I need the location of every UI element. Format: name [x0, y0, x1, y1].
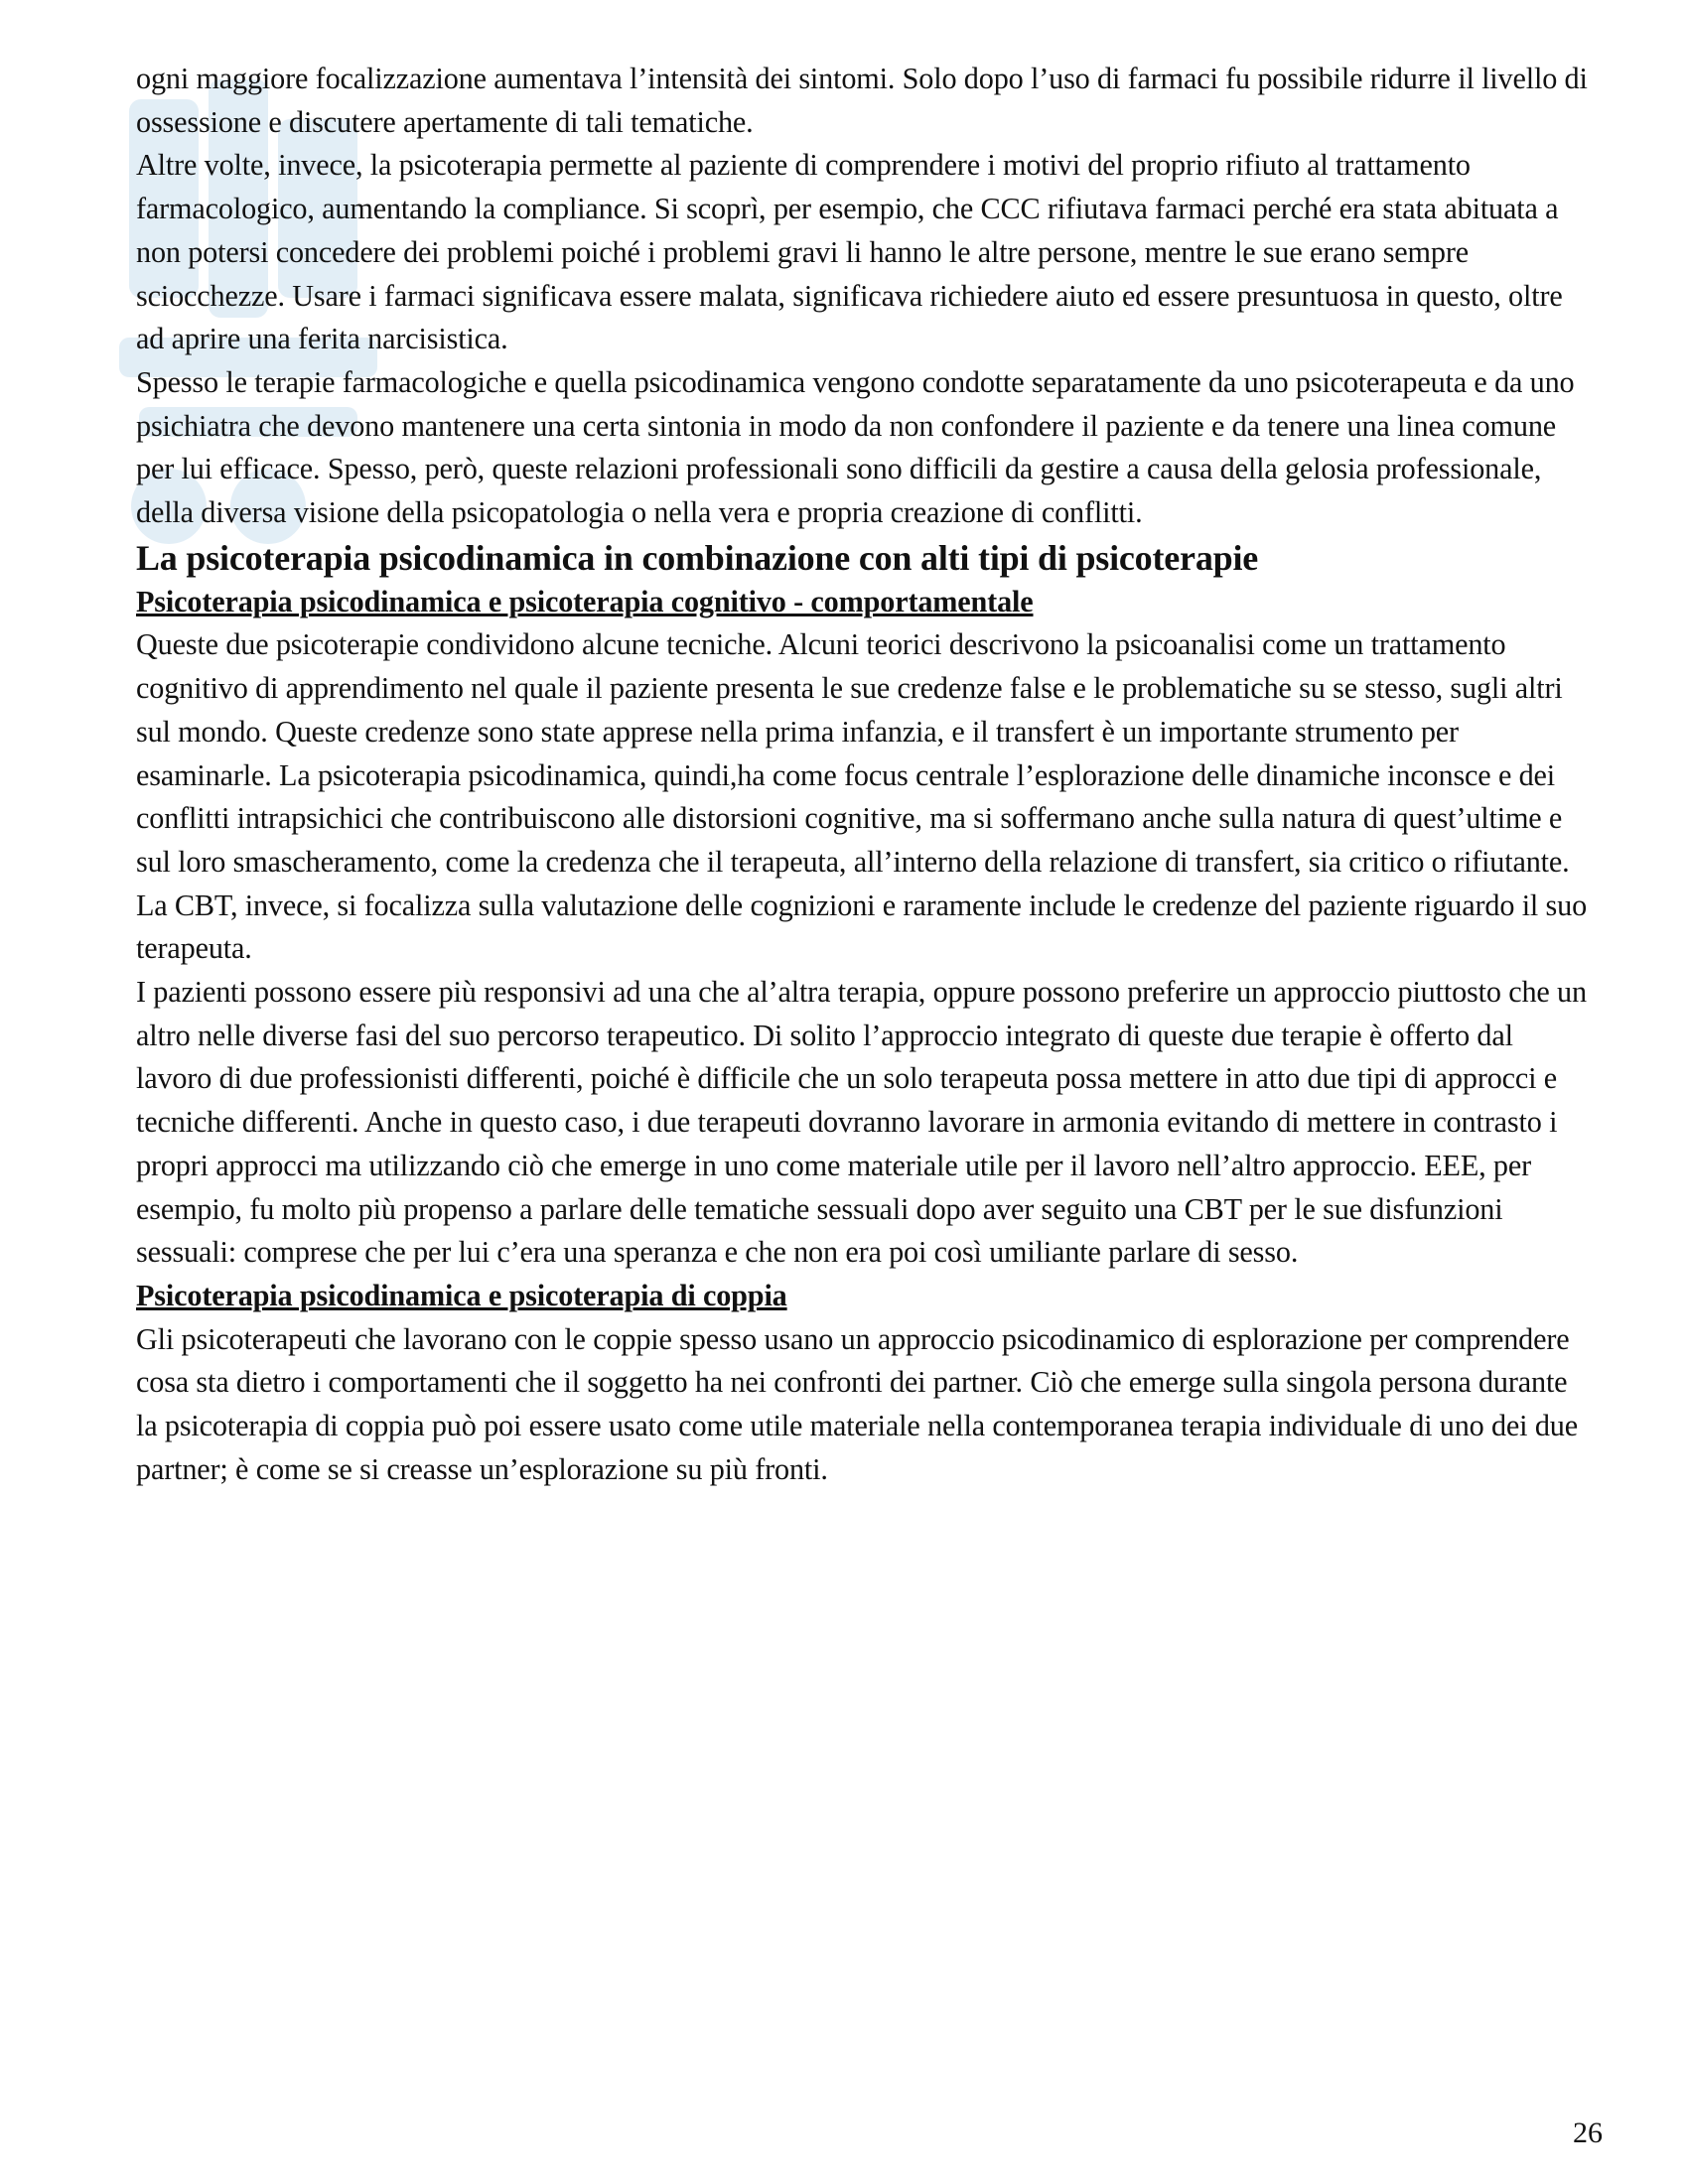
paragraph-cbt-1: Queste due psicoterapie condividono alcune tecniche. Alcuni teorici descrivono la psicoanalisi come un trattamento cognitivo di apprendimento nel quale il paziente presenta le sue credenze false e le problematiche su se stesso, sugli altri sul mondo. Queste credenze sono state apprese nella prima infanzia, e il transfert è un importante strumento per esaminarle. La psicoterapia psicodinamica, quindi,ha come focus centrale l’esplorazione delle dinamiche inconsce e dei conflitti intrapsichici che contribuiscono alle distorsioni cognitive, ma si soffermano anche sulla natura di quest’ultime e sul loro smascheramento, come la credenza che il terapeuta, all’interno della relazione di transfert, sia critico o rifiutante. La CBT, invece, si focalizza sulla valutazione delle cognizioni e raramente include le credenze del paziente riguardo il suo terapeuta.: [136, 627, 1588, 966]
paragraph-intro-1: ogni maggiore focalizzazione aumentava l’intensità dei sintomi. Solo dopo l’uso di farmaci fu possibile ridurre il livello di ossessione e discutere apertamente di tali tematiche.: [136, 62, 1588, 139]
paragraph-intro-3: Spesso le terapie farmacologiche e quella psicodinamica vengono condotte separatamente da uno psicoterapeuta e da uno psichiatra che devono mantenere una certa sintonia in modo da non confondere il paziente e da tenere una linea comune per lui efficace. Spesso, però, queste relazioni professionali sono difficili da gestire a causa della gelosia professionale, della diversa visione della psicopatologia o nella vera e propria creazione di conflitti.: [136, 364, 1575, 530]
paragraph-cbt-2: I pazienti possono essere più responsivi ad una che al’altra terapia, oppure possono preferire un approccio piuttosto che un altro nelle diverse fasi del suo percorso terapeutico. Di solito l’approccio integrato di queste due terapie è offerto dal lavoro di due professionisti differenti, poiché è difficile che un solo terapeuta possa mettere in atto due tipi di approcci e tecniche differenti. Anche in questo caso, i due terapeuti dovranno lavorare in armonia evitando di mettere in contrasto i propri approcci ma utilizzando ciò che emerge in uno come materiale utile per il lavoro nell’altro approccio. EEE, per esempio, fu molto più propenso a parlare delle tematiche sessuali dopo aver seguito una CBT per le sue disfunzioni sessuali: comprese che per lui c’era una speranza e che non era poi così umiliante parlare di sesso.: [136, 975, 1587, 1270]
subsection-title-couple: Psicoterapia psicodinamica e psicoterapia di coppia: [136, 1278, 787, 1312]
document-page: [136, 58, 1596, 1492]
section-title: La psicoterapia psicodinamica in combinazione con alti tipi di psicoterapie: [136, 537, 1259, 578]
subsection-title-cbt: Psicoterapia psicodinamica e psicoterapia cognitivo - comportamentale: [136, 584, 1034, 618]
paragraph-intro-2: Altre volte, invece, la psicoterapia permette al paziente di comprendere i motivi del proprio rifiuto al trattamento farmacologico, aumentando la compliance. Si scoprì, per esempio, che CCC rifiutava farmaci perché era stata abituata a non potersi concedere dei problemi poiché i problemi gravi li hanno le altre persone, mentre le sue erano sempre sciocchezze. Usare i farmaci significava essere malata, significava richiedere aiuto ed essere presuntuosa in questo, oltre ad aprire una ferita narcisistica.: [136, 148, 1563, 356]
paragraph-couple-1: Gli psicoterapeuti che lavorano con le coppie spesso usano un approccio psicodinamico di esplorazione per comprendere cosa sta dietro i comportamenti che il soggetto ha nei confronti dei partner. Ciò che emerge sulla singola persona durante la psicoterapia di coppia può poi essere usato come utile materiale nella contemporanea terapia individuale di uno dei due partner; è come se si creasse un’esplorazione su più fronti.: [136, 1321, 1578, 1486]
page-number: 26: [1573, 2116, 1603, 2149]
